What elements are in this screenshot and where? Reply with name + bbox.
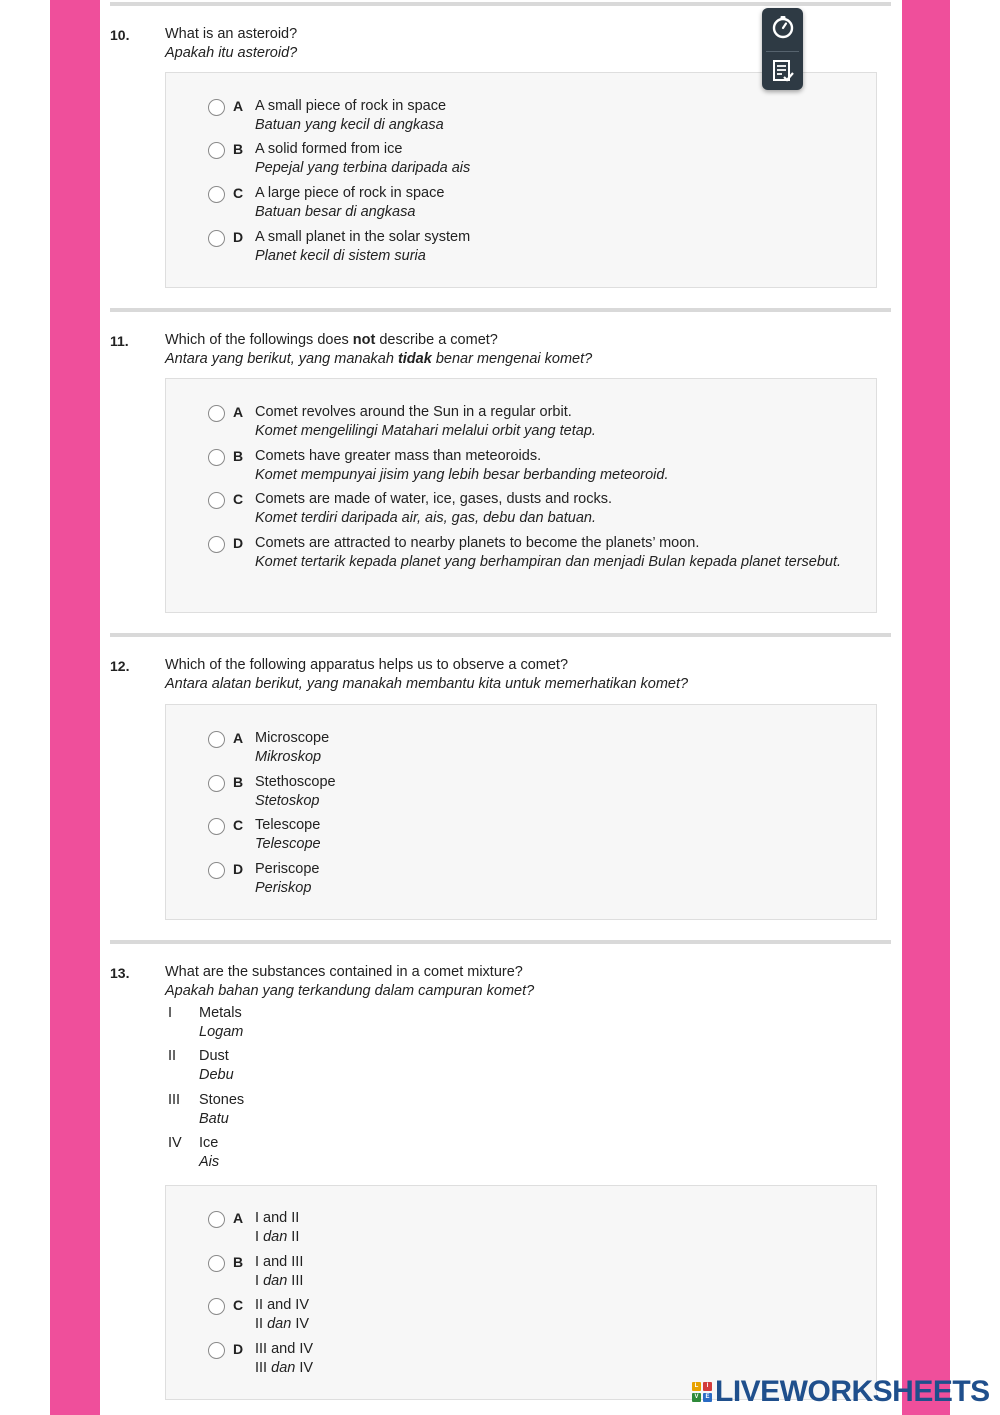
option-letter: B <box>233 448 244 464</box>
radio-button[interactable] <box>208 1255 225 1272</box>
radio-button[interactable] <box>208 99 225 116</box>
radio-button[interactable] <box>208 818 225 835</box>
roman-numeral: IV <box>168 1135 182 1151</box>
question-text-ms-emphasis: tidak <box>397 351 432 367</box>
option-ms-part: II <box>255 1315 268 1332</box>
option-en: I and II <box>255 1210 300 1226</box>
radio-button[interactable] <box>208 230 225 247</box>
option-letter: D <box>233 861 244 877</box>
option-ms: Stetoskop <box>255 792 320 809</box>
question-text-ms-part: Antara yang berikut, yang manakah <box>165 351 398 367</box>
option-ms: Planet kecil di sistem suria <box>255 247 426 264</box>
option-en: Comets are attracted to nearby planets to become the planets’ moon. <box>255 535 700 551</box>
option-ms: Komet mengelilingi Matahari melalui orbit yang tetap. <box>255 422 596 439</box>
logo-letter: E <box>703 1393 712 1402</box>
question-text-en: What are the substances contained in a comet mixture? <box>165 964 523 980</box>
option-ms: Periskop <box>255 879 312 896</box>
option-ms-part: II <box>287 1228 300 1245</box>
radio-button[interactable] <box>208 449 225 466</box>
option-ms-part: III <box>287 1272 304 1289</box>
option-en: Comets have greater mass than meteoroids. <box>255 448 542 464</box>
radio-button[interactable] <box>208 731 225 748</box>
logo-letter: V <box>692 1393 701 1402</box>
option-ms <box>255 1228 845 1247</box>
option-letter: C <box>233 491 244 507</box>
option-letter: A <box>233 1210 244 1226</box>
question-text-ms: Apakah itu asteroid? <box>165 45 298 61</box>
question-text-en-part: Which of the followings does <box>165 332 353 348</box>
logo-grid-icon <box>692 1382 712 1402</box>
option-text <box>255 1209 845 1246</box>
liveworksheets-logo <box>692 1374 990 1410</box>
option-ms: Mikroskop <box>255 748 322 765</box>
question-11-number: 11. <box>110 333 129 349</box>
statement-en: Stones <box>199 1092 245 1108</box>
option-letter: D <box>233 229 244 245</box>
option-text <box>255 184 845 221</box>
question-10-text <box>165 25 297 63</box>
radio-button[interactable] <box>208 492 225 509</box>
statement-ms: Ais <box>199 1154 220 1170</box>
option-text <box>255 490 845 527</box>
option-en: Comet revolves around the Sun in a regular orbit. <box>255 404 572 420</box>
statement-text <box>199 1004 399 1042</box>
question-13-number: 13. <box>110 965 130 981</box>
statement-en: Ice <box>199 1135 219 1151</box>
question-text-en-emphasis: not <box>352 332 376 348</box>
question-11-text <box>165 331 592 369</box>
option-ms-part: I <box>255 1228 264 1245</box>
option-en: Microscope <box>255 730 330 746</box>
option-ms-part: I <box>255 1272 264 1289</box>
option-en: A small planet in the solar system <box>255 229 471 245</box>
roman-numeral: I <box>168 1005 173 1021</box>
option-letter: A <box>233 730 244 746</box>
checklist-icon <box>770 58 796 84</box>
option-ms: Pepejal yang terbina daripada ais <box>255 159 471 176</box>
roman-numeral: III <box>168 1092 181 1108</box>
option-en: Stethoscope <box>255 774 336 790</box>
option-letter: A <box>233 98 244 114</box>
option-ms-part: III <box>255 1359 272 1376</box>
option-ms-part: IV <box>295 1359 314 1376</box>
section-divider <box>110 940 891 944</box>
option-letter: C <box>233 1297 244 1313</box>
option-ms-part: dan <box>267 1315 292 1332</box>
question-text-ms: Antara alatan berikut, yang manakah membantu kita untuk memerhatikan komet? <box>165 676 689 692</box>
checklist-button[interactable] <box>762 52 803 90</box>
option-en: A small piece of rock in space <box>255 98 447 114</box>
option-ms: Komet tertarik kepada planet yang berhampiran dan menjadi Bulan kepada planet tersebut. <box>255 553 842 570</box>
option-ms-part: dan <box>263 1228 288 1245</box>
roman-numeral: II <box>168 1048 177 1064</box>
question-text-ms: Apakah bahan yang terkandung dalam campuran komet? <box>165 983 535 999</box>
question-10-number: 10. <box>110 27 130 43</box>
logo-letter: L <box>692 1382 701 1391</box>
question-text-ms <box>165 350 592 369</box>
option-letter: C <box>233 185 244 201</box>
statement-text <box>199 1134 399 1172</box>
option-ms-part: dan <box>263 1272 288 1289</box>
option-text <box>255 1296 845 1333</box>
option-text <box>255 534 845 571</box>
option-text <box>255 140 845 177</box>
option-en: A solid formed from ice <box>255 141 403 157</box>
radio-button[interactable] <box>208 862 225 879</box>
radio-button[interactable] <box>208 142 225 159</box>
option-ms: Komet mempunyai jisim yang lebih besar berbanding meteoroid. <box>255 466 669 483</box>
option-text <box>255 816 845 853</box>
statement-ms: Batu <box>199 1111 229 1127</box>
option-text <box>255 1253 845 1290</box>
radio-button[interactable] <box>208 775 225 792</box>
question-12-number: 12. <box>110 658 130 674</box>
radio-button[interactable] <box>208 186 225 203</box>
section-divider <box>110 308 891 312</box>
option-text <box>255 447 845 484</box>
option-text <box>255 97 845 134</box>
top-divider <box>110 2 891 6</box>
statement-text <box>199 1091 399 1129</box>
option-en: I and III <box>255 1254 304 1270</box>
question-text-en: Which of the following apparatus helps us to observe a comet? <box>165 657 569 673</box>
radio-button[interactable] <box>208 536 225 553</box>
option-ms-part: IV <box>291 1315 310 1332</box>
option-ms: Komet terdiri daripada air, ais, gas, debu dan batuan. <box>255 509 596 526</box>
option-ms-part: dan <box>271 1359 296 1376</box>
statement-ms: Debu <box>199 1067 234 1083</box>
logo-letter: I <box>703 1382 712 1391</box>
right-side-bar <box>902 0 950 1415</box>
option-letter: A <box>233 404 244 420</box>
option-en: Periscope <box>255 861 320 877</box>
question-text-ms-part: benar mengenai komet? <box>431 351 593 367</box>
question-text-en <box>165 331 592 350</box>
question-text-en: What is an asteroid? <box>165 26 298 42</box>
option-letter: D <box>233 1341 244 1357</box>
statement-text <box>199 1047 399 1085</box>
option-letter: B <box>233 774 244 790</box>
timer-button[interactable] <box>762 8 803 46</box>
option-ms <box>255 1315 845 1334</box>
option-letter: B <box>233 141 244 157</box>
option-letter: D <box>233 535 244 551</box>
left-side-bar <box>50 0 100 1415</box>
option-text <box>255 773 845 810</box>
option-text <box>255 729 845 766</box>
radio-button[interactable] <box>208 1298 225 1315</box>
option-text <box>255 403 845 440</box>
question-text-en-part: describe a comet? <box>375 332 498 348</box>
statement-en: Metals <box>199 1005 242 1021</box>
radio-button[interactable] <box>208 1211 225 1228</box>
timer-icon <box>770 14 796 40</box>
question-12-text <box>165 656 688 694</box>
option-en: II and IV <box>255 1297 310 1313</box>
option-ms: Batuan besar di angkasa <box>255 203 416 220</box>
option-en: III and IV <box>255 1341 314 1357</box>
option-text <box>255 860 845 897</box>
section-divider <box>110 633 891 637</box>
option-en: Telescope <box>255 817 321 833</box>
option-text <box>255 228 845 265</box>
statement-ms: Logam <box>199 1024 244 1040</box>
option-ms: Batuan yang kecil di angkasa <box>255 116 444 133</box>
radio-button[interactable] <box>208 405 225 422</box>
option-en: A large piece of rock in space <box>255 185 445 201</box>
option-letter: C <box>233 817 244 833</box>
radio-button[interactable] <box>208 1342 225 1359</box>
brand-name: LIVEWORKSHEETS <box>715 1375 990 1408</box>
option-ms: Telescope <box>255 835 321 852</box>
floating-toolbar <box>762 8 803 90</box>
option-en: Comets are made of water, ice, gases, dusts and rocks. <box>255 491 613 507</box>
question-13-text <box>165 963 534 1001</box>
statement-en: Dust <box>199 1048 229 1064</box>
option-text <box>255 1340 845 1377</box>
option-ms <box>255 1272 845 1291</box>
option-letter: B <box>233 1254 244 1270</box>
